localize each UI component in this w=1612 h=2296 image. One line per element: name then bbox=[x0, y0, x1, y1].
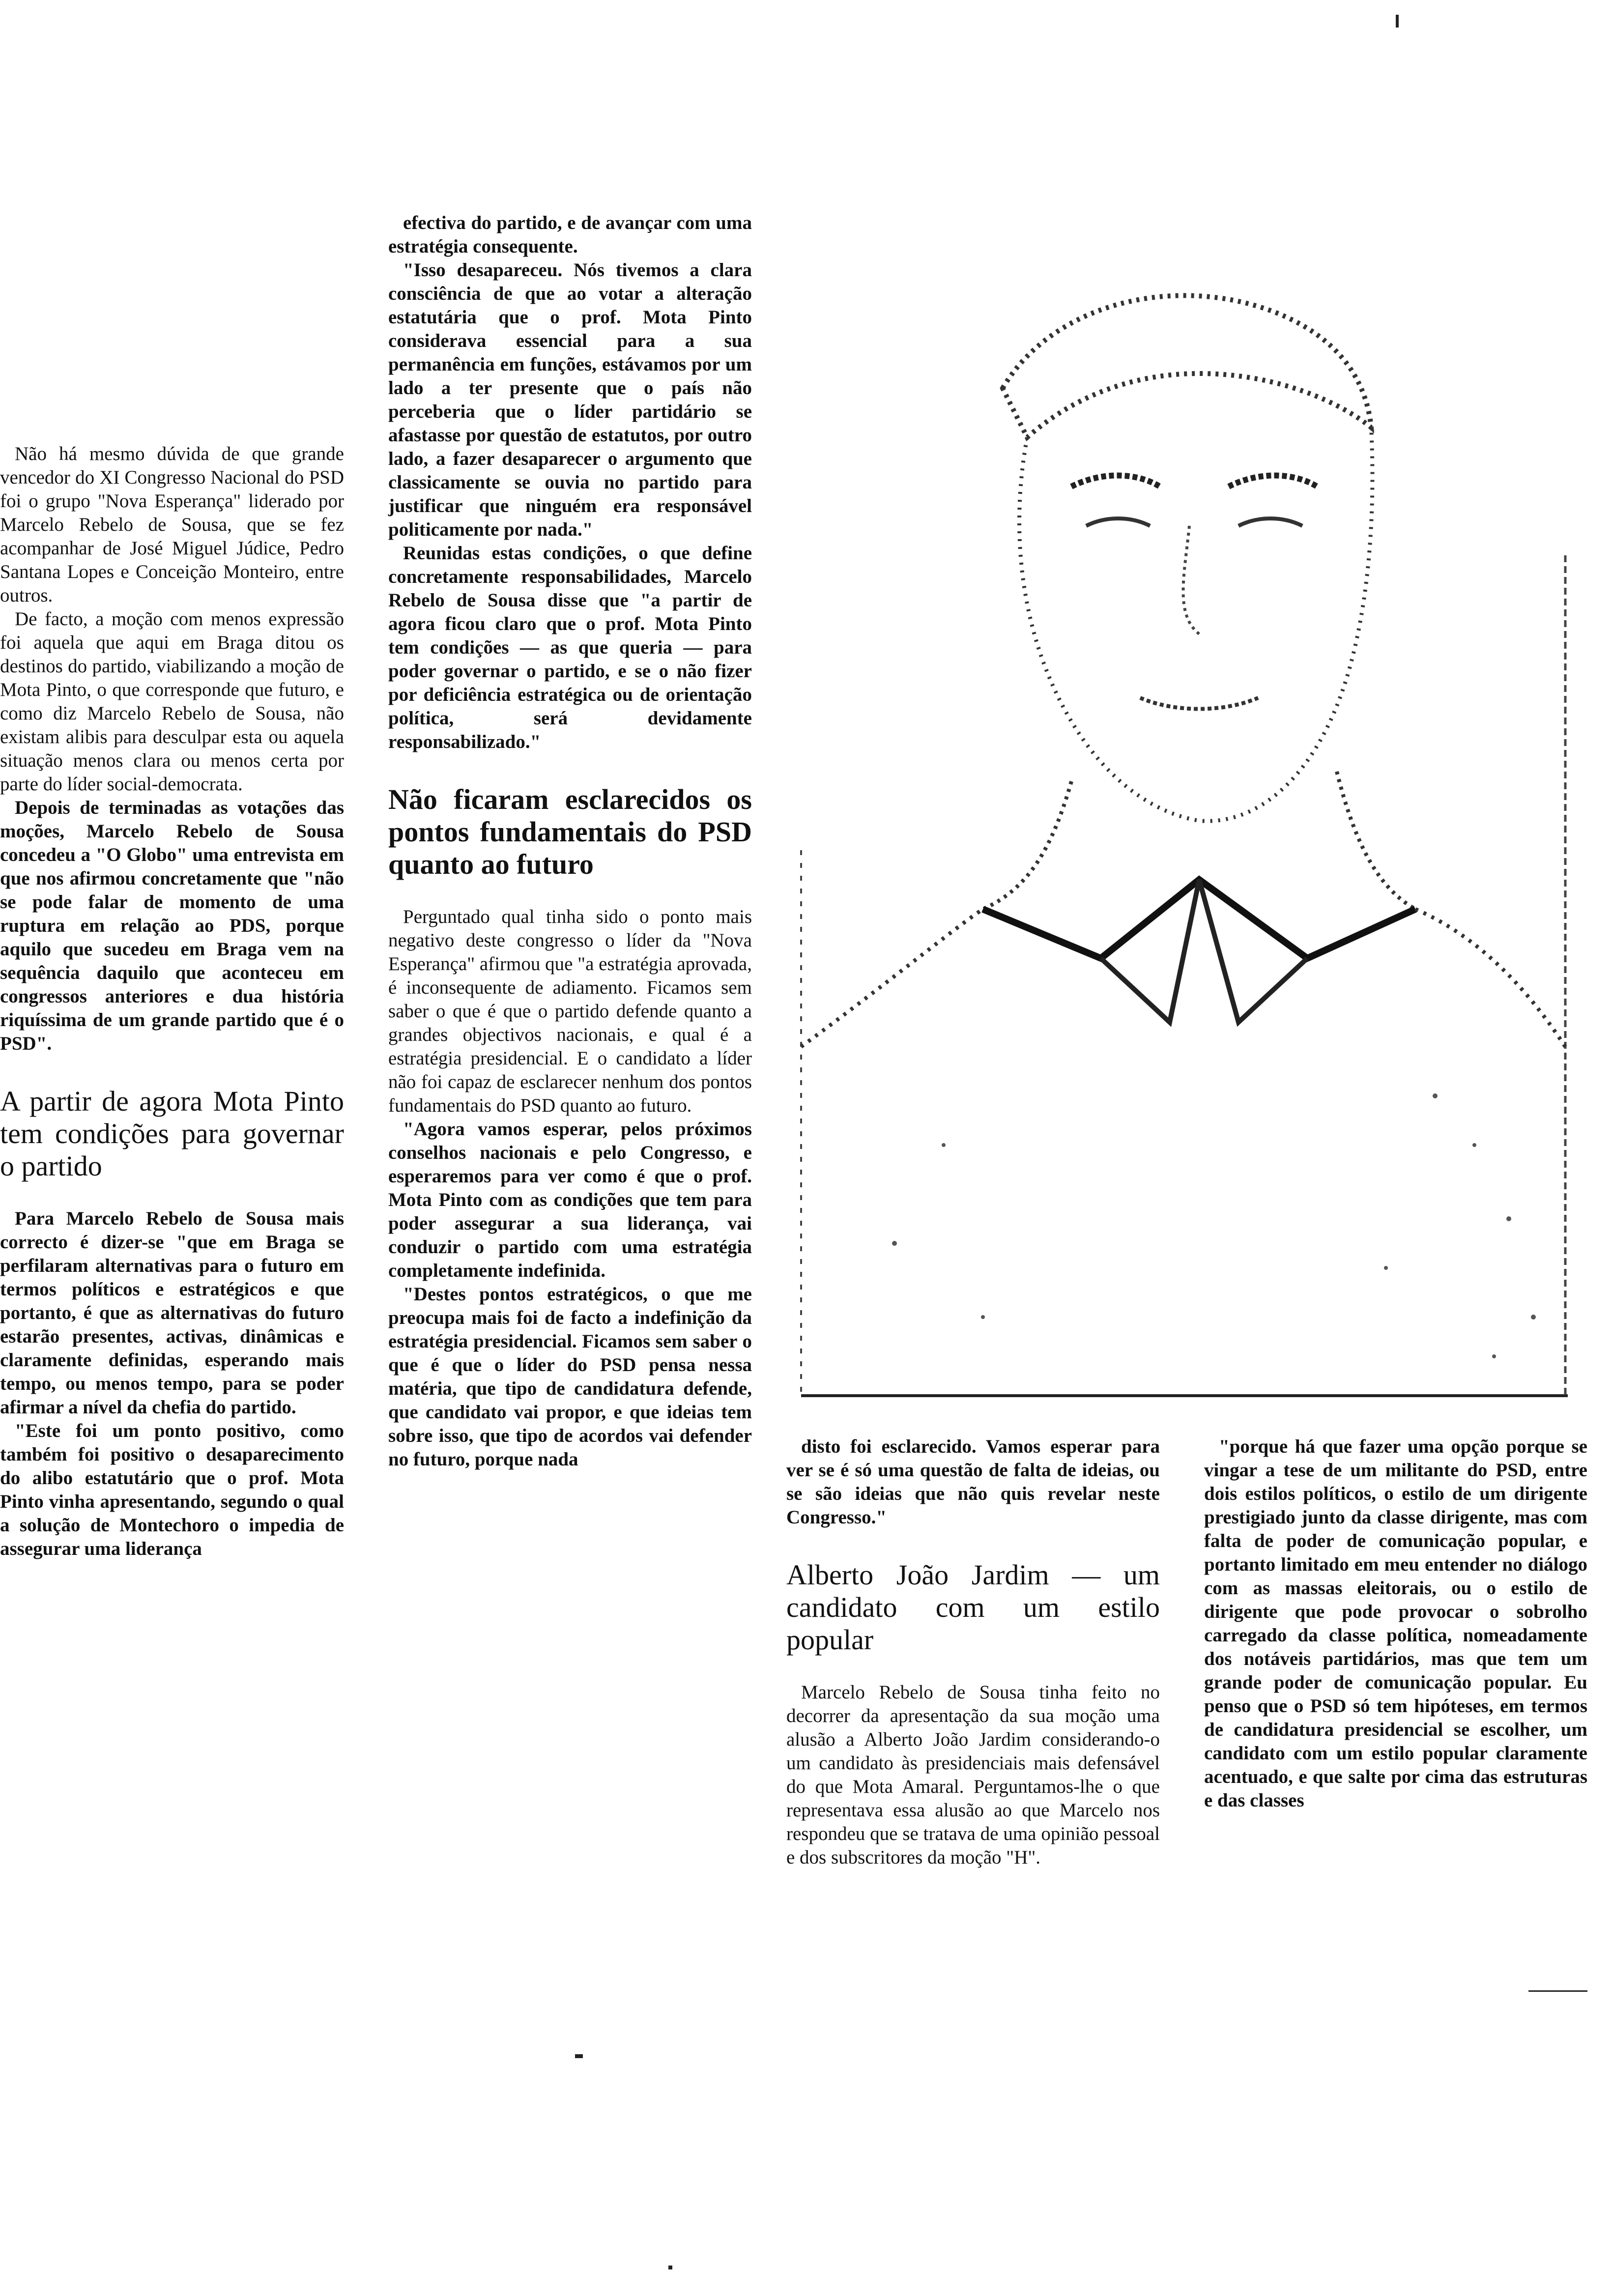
paragraph: efectiva do partido, e de avançar com uma estratégia consequente. bbox=[388, 212, 752, 257]
section-heading: Não ficaram esclarecidos os pontos fundamentais do PSD quanto ao futuro bbox=[388, 783, 752, 880]
paragraph: Perguntado qual tinha sido o ponto mais negativo deste congresso o líder da "Nova Esperança" afirmou que "a estratégia aprovada, é inconsequente de adiamento. Ficamos sem saber o que é que o partido defende quanto a grandes objectivos nacionais, e qual é a estratégia presidencial. E o candidato a líder não foi capaz de esclarecer nenhum dos pontos fundamentais do PSD quanto ao futuro. bbox=[388, 906, 752, 1116]
article-column-4 bbox=[1204, 1435, 1587, 1812]
paragraph: "Este foi um ponto positivo, como também foi positivo o desaparecimento do alibo estatutário que o prof. Mota Pinto vinha apresentando, segundo o qual a solução de Montechoro o impedia de assegurar uma liderança bbox=[0, 1420, 344, 1559]
portrait-photo bbox=[796, 211, 1573, 1401]
article-column-3 bbox=[786, 1435, 1160, 1869]
paragraph: Para Marcelo Rebelo de Sousa mais correcto é dizer-se "que em Braga se perfilaram alternativas para o futuro em termos políticos e estratégicos e que portanto, é que as alternativas do futuro estarão presentes, activas, dinâmicas e claramente definidas, esperando mais tempo, ou menos tempo, para se poder afirmar a nível da chefia do partido. bbox=[0, 1208, 344, 1418]
print-speck bbox=[1528, 1990, 1587, 1992]
article-column-2 bbox=[388, 211, 752, 1471]
print-speck bbox=[575, 2054, 583, 2058]
paragraph: De facto, a moção com menos expressão foi aquela que aqui em Braga ditou os destinos do partido, viabilizando a moção de Mota Pinto, o que corresponde que futuro, e como diz Marcelo Rebelo de Sousa, não existam alibis para desculpar esta ou aquela situação menos clara ou menos certa por parte do líder social-democrata. bbox=[0, 608, 344, 795]
paragraph: Reunidas estas condições, o que define concretamente responsabilidades, Marcelo Rebelo de Sousa disse que "a partir de agora ficou claro que o prof. Mota Pinto tem condições — as que queria — para poder governar o partido, e se o não fizer por deficiência estratégica ou de orientação política, será devidamente responsabilizado." bbox=[388, 543, 752, 752]
print-speck bbox=[1396, 15, 1399, 28]
article-column-1 bbox=[0, 442, 344, 1561]
section-heading: A partir de agora Mota Pinto tem condições para governar o partido bbox=[0, 1085, 344, 1182]
print-speck bbox=[668, 2266, 672, 2269]
paragraph: Não há mesmo dúvida de que grande vencedor do XI Congresso Nacional do PSD foi o grupo "Nova Esperança" liderado por Marcelo Rebelo de Sousa, que se fez acompanhar de José Miguel Júdice, Pedro Santana Lopes e Conceição Monteiro, entre outros. bbox=[0, 443, 344, 606]
paragraph: "porque há que fazer uma opção porque se vingar a tese de um militante do PSD, entre dois estilos políticos, o estilo de um dirigente prestigiado junto da classe dirigente, mas com falta de poder de comunicação popular, e portanto limitado em meu entender no diálogo com as massas eleitorais, ou o estilo de dirigente que pode provocar o sobrolho carregado da classe política, nomeadamente dos notáveis partidários, mas que tem um grande poder de comunicação popular. Eu penso que o PSD só tem hipóteses, em termos de candidatura presidencial se escolher, um candidato com um estilo popular claramente acentuado, e que salte por cima das estruturas e das classes bbox=[1204, 1436, 1587, 1811]
paragraph: "Destes pontos estratégicos, o que me preocupa mais foi de facto a indefinição da estratégia presidencial. Ficamos sem saber o que é que o líder do PSD pensa nessa matéria, que tipo de candidatura defende, que candidato vai propor, e que ideias tem sobre isso, que tipo de acordos vai defender no futuro, porque nada bbox=[388, 1284, 752, 1470]
paragraph: "Agora vamos esperar, pelos próximos conselhos nacionais e pelo Congresso, e esperaremos para ver como é que o prof. Mota Pinto com as condições que tem para poder assegurar a sua liderança, vai conduzir o partido com uma estratégia completamente indefinida. bbox=[388, 1119, 752, 1281]
paragraph: Marcelo Rebelo de Sousa tinha feito no decorrer da apresentação da sua moção uma alusão a Alberto João Jardim considerando-o um candidato às presidenciais mais defensável do que Mota Amaral. Perguntamos-lhe o que representava essa alusão ao que Marcelo nos respondeu que se tratava de uma opinião pessoal e dos subscritores da moção "H". bbox=[786, 1682, 1160, 1868]
paragraph: "Isso desapareceu. Nós tivemos a clara consciência de que ao votar a alteração estatutária que o prof. Mota Pinto considerava essencial para a sua permanência em funções, estávamos por um lado a ter presente que o país não perceberia que o líder partidário se afastasse por questão de estatutos, por outro lado, a fazer desaparecer o argumento que classicamente se ouvia no partido para justificar que ninguém era responsável politicamente por nada." bbox=[388, 259, 752, 540]
section-heading: Alberto João Jardim — um candidato com um estilo popular bbox=[786, 1559, 1160, 1656]
paragraph: Depois de terminadas as votações das moções, Marcelo Rebelo de Sousa concedeu a "O Globo" uma entrevista em que nos afirmou concretamente que "não se pode falar de momento de uma ruptura em relação ao PDS, porque aquilo que sucedeu em Braga vem na sequência daquilo que aconteceu em congressos anteriores e dua história riquíssima de um grande partido que é o PSD". bbox=[0, 797, 344, 1054]
paragraph: disto foi esclarecido. Vamos esperar para ver se é só uma questão de falta de ideias, ou se são ideias que não quis revelar neste Congresso." bbox=[786, 1436, 1160, 1528]
